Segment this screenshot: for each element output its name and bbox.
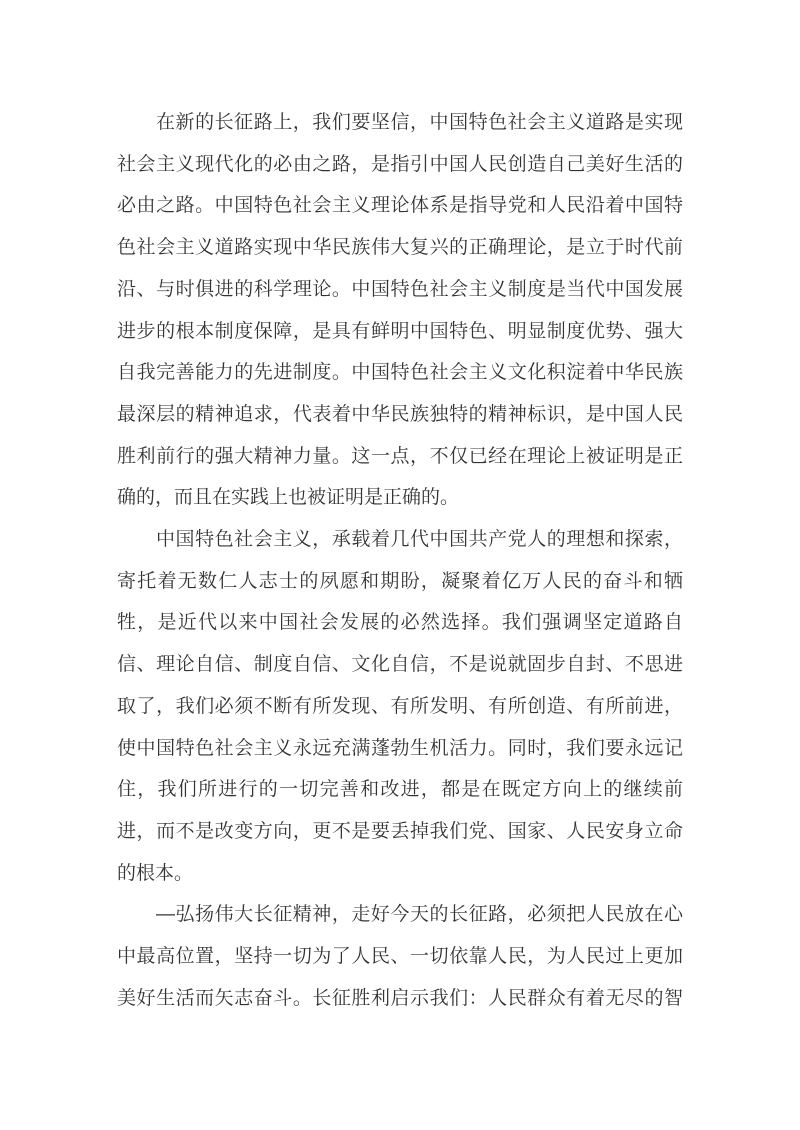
text-line: 胜利前行的强大精神力量。这一点，不仅已经在理论上被证明是正 bbox=[117, 445, 683, 467]
text-line: 取了，我们必须不断有所发现、有所发明、有所创造、有所前进， bbox=[117, 695, 683, 717]
document-text bbox=[117, 102, 683, 1019]
text-line: 社会主义现代化的必由之路，是指引中国人民创造自己美好生活的 bbox=[117, 153, 683, 175]
text-line: —弘扬伟大长征精神，走好今天的长征路，必须把人民放在心 bbox=[156, 904, 683, 926]
text-line: 中国特色社会主义，承载着几代中国共产党人的理想和探索， bbox=[156, 529, 683, 551]
text-line: 信、理论自信、制度自信、文化自信，不是说就固步自封、不思进 bbox=[117, 654, 683, 676]
paragraph-2 bbox=[117, 519, 683, 894]
text-line: 在新的长征路上，我们要坚信，中国特色社会主义道路是实现 bbox=[156, 112, 683, 133]
text-line: 使中国特色社会主义永远充满蓬勃生机活力。同时，我们要永远记 bbox=[117, 737, 683, 759]
text-line: 牲，是近代以来中国社会发展的必然选择。我们强调坚定道路自 bbox=[117, 612, 683, 634]
paragraph-3 bbox=[117, 894, 683, 1019]
text-line: 中最高位置，坚持一切为了人民、一切依靠人民，为人民过上更加 bbox=[117, 946, 683, 968]
text-line: 色社会主义道路实现中华民族伟大复兴的正确理论，是立于时代前 bbox=[117, 237, 683, 259]
text-line: 进，而不是改变方向，更不是要丢掉我们党、国家、人民安身立命 bbox=[117, 820, 683, 842]
text-line: 必由之路。中国特色社会主义理论体系是指导党和人民沿着中国特 bbox=[117, 195, 683, 217]
paragraph-1 bbox=[117, 102, 683, 519]
text-line: 住，我们所进行的一切完善和改进，都是在既定方向上的继续前 bbox=[117, 779, 683, 801]
text-line: 的根本。 bbox=[117, 862, 194, 884]
text-line: 沿、与时俱进的科学理论。中国特色社会主义制度是当代中国发展 bbox=[117, 278, 683, 300]
text-line: 自我完善能力的先进制度。中国特色社会主义文化积淀着中华民族 bbox=[117, 362, 683, 384]
text-line: 寄托着无数仁人志士的夙愿和期盼，凝聚着亿万人民的奋斗和牺 bbox=[117, 570, 683, 592]
text-line: 美好生活而矢志奋斗。长征胜利启示我们：人民群众有着无尽的智 bbox=[117, 987, 683, 1009]
text-line: 最深层的精神追求，代表着中华民族独特的精神标识，是中国人民 bbox=[117, 403, 683, 425]
text-line: 确的，而且在实践上也被证明是正确的。 bbox=[117, 487, 460, 509]
text-line: 进步的根本制度保障，是具有鲜明中国特色、明显制度优势、强大 bbox=[117, 320, 683, 342]
